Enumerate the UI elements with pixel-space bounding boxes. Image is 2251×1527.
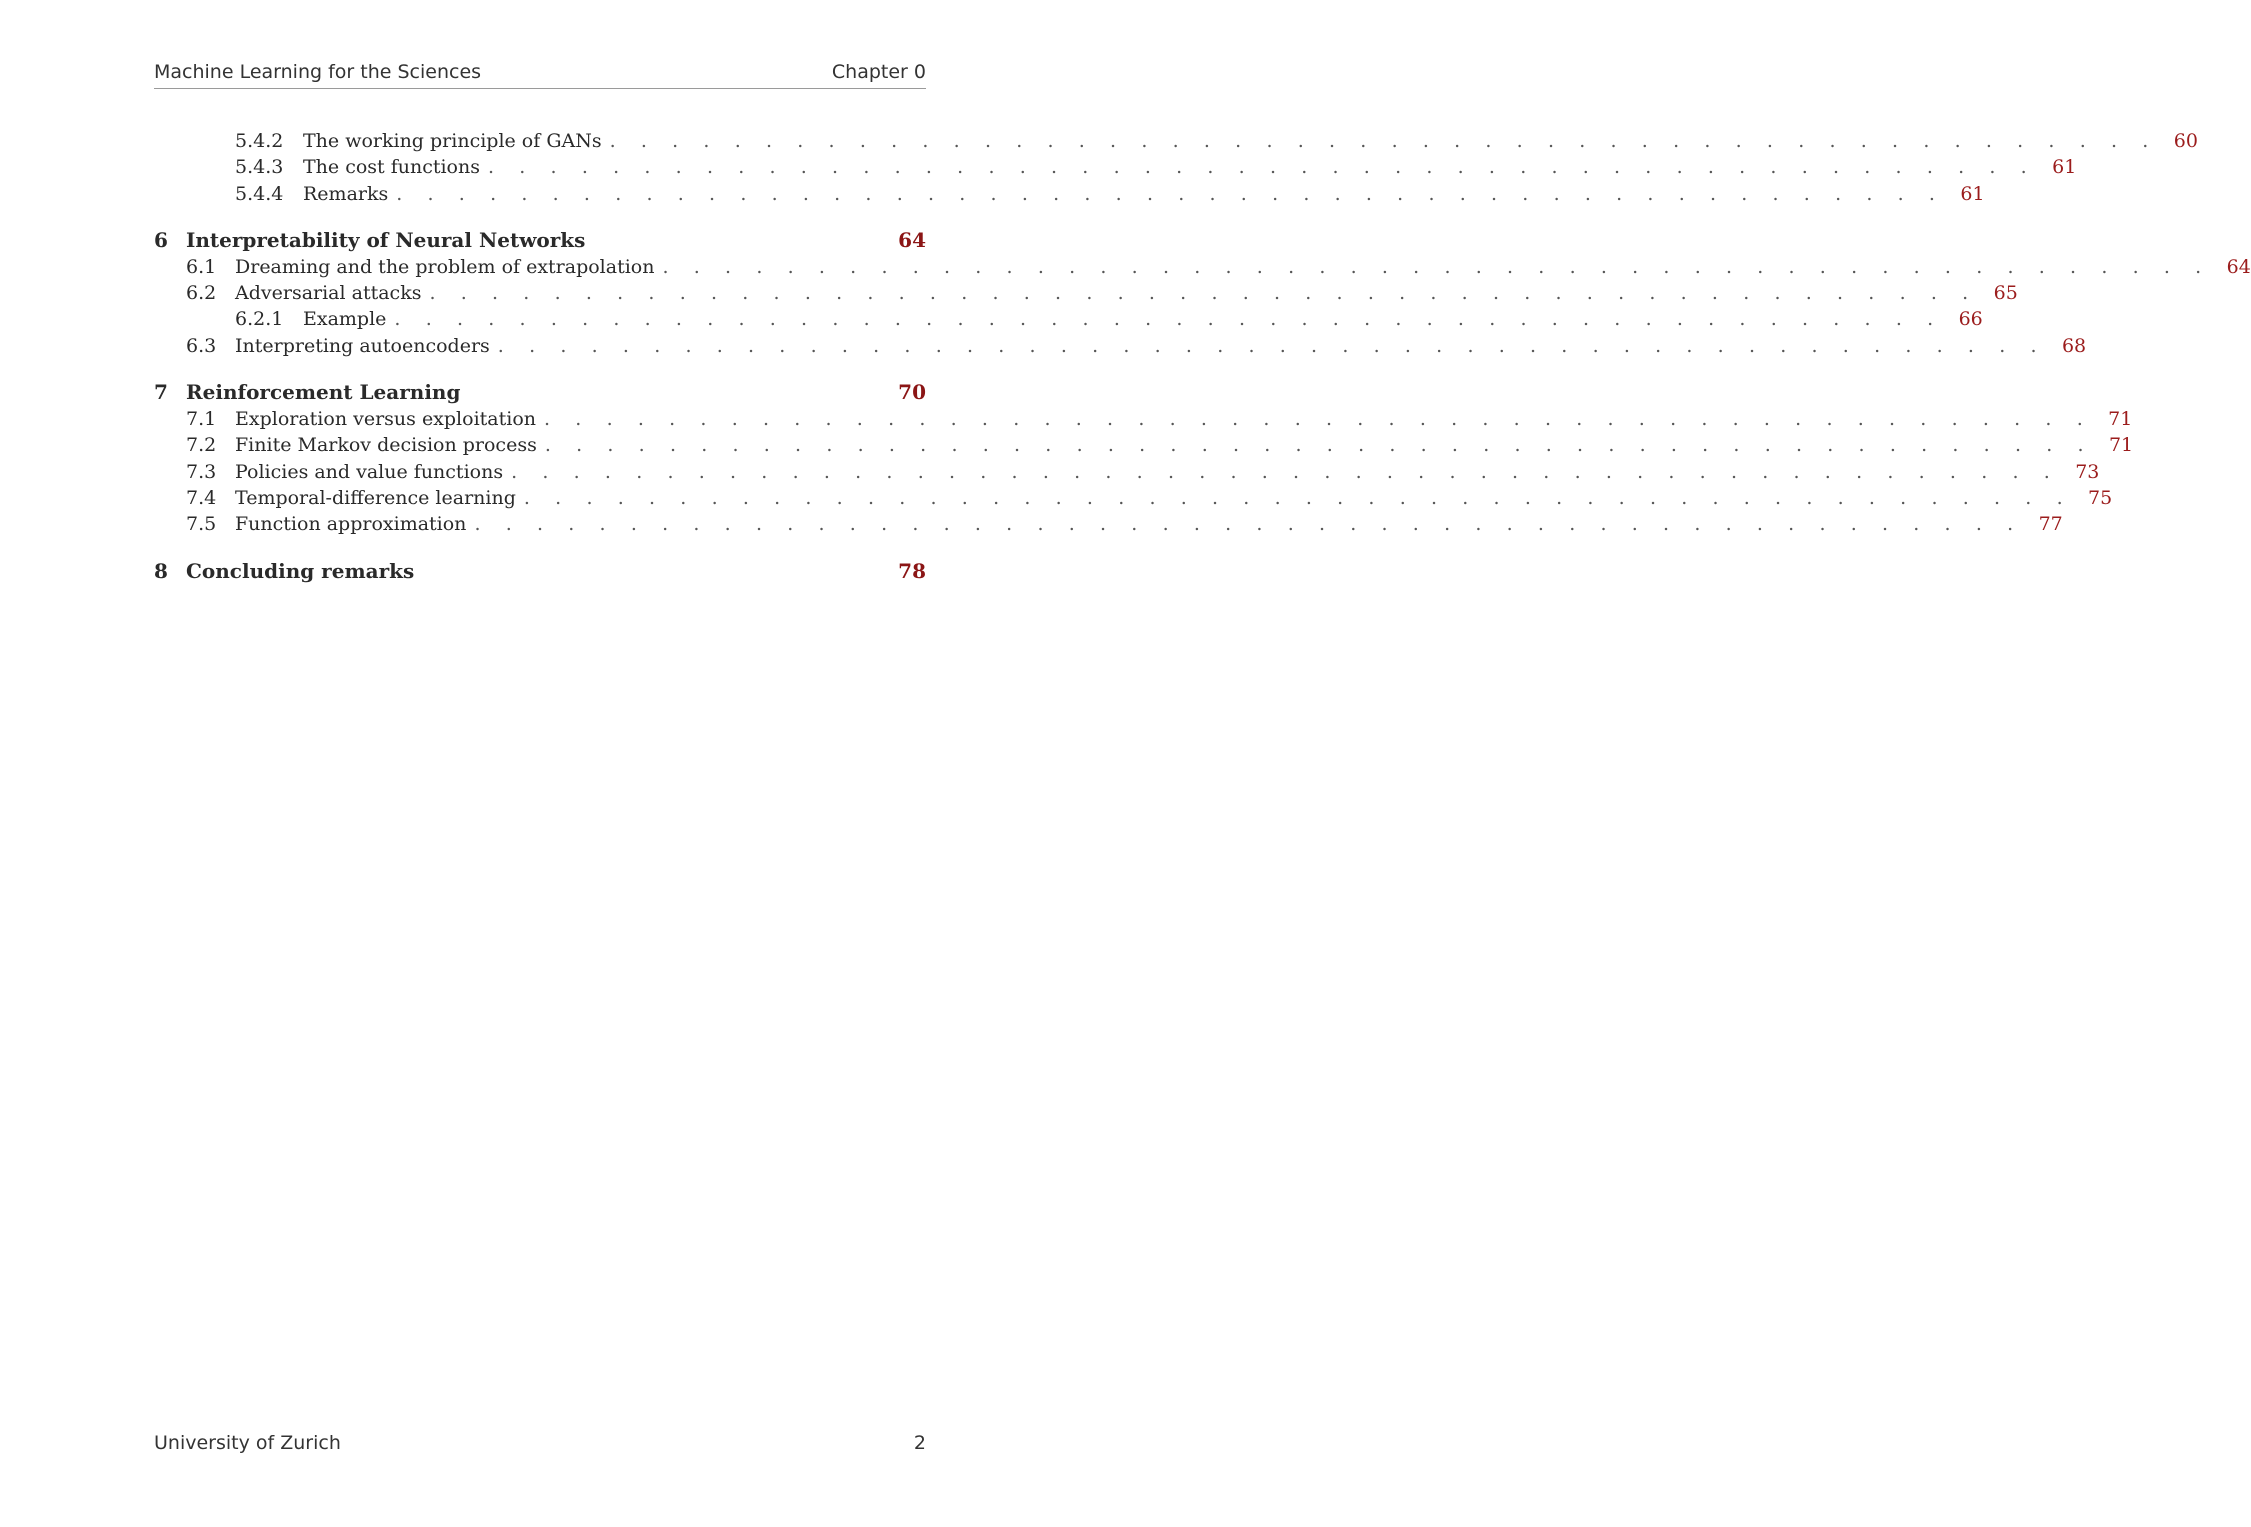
dot-leader: . . . . . . . . . . . . . . . . . . . . . . . . . . . . . . . . . . . . . . . . . . . . . . . . . . [487,156,2037,179]
toc-entry[interactable] [154,280,2018,306]
toc-entry[interactable] [154,333,2087,359]
toc-page-link[interactable]: 66 [1958,308,1983,331]
toc-chapter-number: 8 [154,558,168,583]
toc-entry[interactable] [154,306,1983,332]
toc-chapter-title: Interpretability of Neural Networks [186,227,586,252]
toc-entry-title: Policies and value functions [235,460,504,483]
toc-chapter-number: 6 [154,227,168,252]
dot-leader: . . . . . . . . . . . . . . . . . . . . . . . . . . . . . . . . . . . . . . . . . . . . . . . . . . [662,255,2211,278]
toc-entry[interactable] [154,154,2077,180]
toc-page-link[interactable]: 71 [2108,434,2134,457]
footer-institution: University of Zurich [154,1432,341,1454]
dot-leader: . . . . . . . . . . . . . . . . . . . . . . . . . . . . . . . . . . . . . . . . . . . . . . . . . . [511,460,2060,483]
dot-leader: . . . . . . . . . . . . . . . . . . . . . . . . . . . . . . . . . . . . . . . . . . . . . . . . . . [609,130,2158,152]
toc-chapter-entry[interactable] [154,379,926,406]
toc-page-link[interactable]: 77 [2038,513,2063,536]
toc-chapter-entry[interactable] [154,558,926,585]
toc-chapter-title: Reinforcement Learning [186,380,461,405]
toc-entry-title: Finite Markov decision process [235,434,537,457]
toc-entry[interactable] [154,511,2063,537]
dot-leader: . . . . . . . . . . . . . . . . . . . . . . . . . . . . . . . . . . . . . . . . . . . . . . . . . . [474,513,2023,536]
toc-entry-title: Remarks [303,182,389,205]
dot-leader: . . . . . . . . . . . . . . . . . . . . . . . . . . . . . . . . . . . . . . . . . . . . . . . . . . [523,486,2073,509]
toc-entry-number: 7.5 [186,513,217,536]
toc-entry[interactable] [154,181,1985,207]
toc-entry-number: 7.3 [186,460,217,483]
toc-entry[interactable] [154,128,2198,154]
toc-chapter-number: 7 [154,380,168,405]
dot-leader: . . . . . . . . . . . . . . . . . . . . . . . . . . . . . . . . . . . . . . . . . . . . . . . . . . [394,308,1943,331]
toc-entry-number: 6.2 [186,282,217,305]
table-of-contents [154,128,2251,585]
toc-chapter-entry[interactable] [154,227,926,254]
toc-page-link[interactable]: 61 [1960,182,1985,205]
page-header [154,58,926,89]
toc-entry-title: Function approximation [235,513,467,536]
toc-entry[interactable] [154,406,2133,432]
toc-entry-title: The working principle of GANs [303,130,602,152]
dot-leader: . . . . . . . . . . . . . . . . . . . . . . . . . . . . . . . . . . . . . . . . . . . . . . . . . . [429,282,1978,305]
toc-entry-title: Interpreting autoencoders [235,334,490,357]
toc-entry[interactable] [154,432,2134,458]
toc-entry-title: Exploration versus exploitation [235,408,537,431]
toc-entry-number: 6.2.1 [235,308,284,331]
toc-entry-number: 7.4 [186,486,217,509]
toc-entry[interactable] [154,459,2100,485]
toc-entry-title: The cost functions [303,156,480,179]
dot-leader: . . . . . . . . . . . . . . . . . . . . . . . . . . . . . . . . . . . . . . . . . . . . . . . . . . [497,334,2047,357]
toc-entry-title: Temporal-difference learning [235,486,516,509]
dot-leader: . . . . . . . . . . . . . . . . . . . . . . . . . . . . . . . . . . . . . . . . . . . . . . . . . . [396,182,1945,205]
toc-page-link[interactable]: 65 [1993,282,2018,305]
page-number: 2 [913,1432,926,1454]
toc-page-link[interactable]: 68 [2061,334,2087,357]
toc-entry-number: 7.1 [186,408,217,431]
dot-leader: . . . . . . . . . . . . . . . . . . . . . . . . . . . . . . . . . . . . . . . . . . . . . . . . . . [544,434,2094,457]
toc-entry-title: Adversarial attacks [235,282,422,305]
toc-entry-title: Dreaming and the problem of extrapolation [235,255,655,278]
toc-page-link[interactable]: 60 [2173,130,2198,152]
toc-entry-title: Example [303,308,387,331]
toc-entry-number: 5.4.3 [235,156,284,179]
running-title: Machine Learning for the Sciences [154,61,482,83]
toc-page-link[interactable]: 70 [898,380,926,405]
toc-page-link[interactable]: 71 [2108,408,2133,431]
dot-leader: . . . . . . . . . . . . . . . . . . . . . . . . . . . . . . . . . . . . . . . . . . . . . . . . . . [544,408,2093,431]
toc-entry-number: 5.4.4 [235,182,284,205]
toc-page-link[interactable]: 61 [2052,156,2077,179]
toc-entry-number: 6.3 [186,334,217,357]
toc-page-link[interactable]: 73 [2075,460,2100,483]
toc-page-link[interactable]: 78 [898,558,926,583]
toc-entry[interactable] [154,485,2113,511]
toc-page-link[interactable]: 64 [898,227,926,252]
toc-page-link[interactable]: 75 [2088,486,2113,509]
toc-entry[interactable] [154,254,2251,280]
toc-entry-number: 7.2 [186,434,217,457]
toc-entry-number: 6.1 [186,255,217,278]
toc-page-link[interactable]: 64 [2226,255,2251,278]
toc-chapter-title: Concluding remarks [186,558,415,583]
toc-entry-number: 5.4.2 [235,130,284,152]
running-chapter: Chapter 0 [831,61,926,83]
